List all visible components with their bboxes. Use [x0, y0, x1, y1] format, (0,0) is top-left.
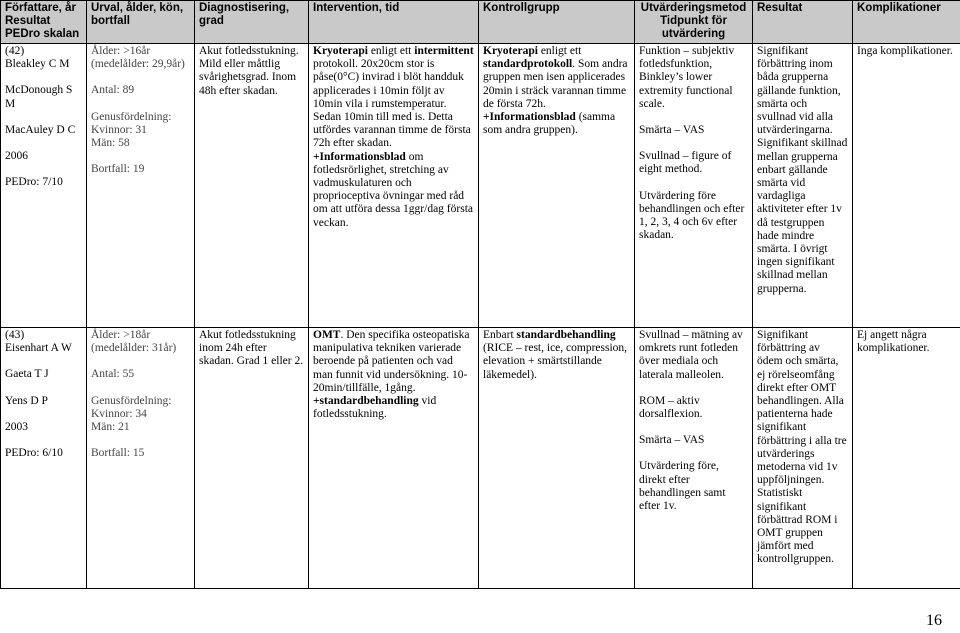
evaluation-cell: Svullnad – mätning av omkrets runt fotleden över mediala och laterala malleolen. ROM – aktiv dorsalflexion. Smärta – VAS Utvärdering före, direkt efter behandlingen samt efter 1v. [635, 328, 753, 589]
sample-cell: Ålder: >18år (medelålder: 31år) Antal: 55 Genusfördelning: Kvinnor: 34 Män: 21 Bortfall: 15 [87, 328, 195, 589]
header-intervention: Intervention, tid [309, 1, 479, 44]
diagnosis-cell: Akut fotledsstukning. Mild eller måttlig svårighetsgrad. Inom 48h efter skadan. [195, 44, 309, 328]
complications-cell: Ej angett några komplikationer. [853, 328, 960, 589]
intervention-cell: Kryoterapi enligt ett intermittent protokoll. 20x20cm stor is påse(0°C) invirad i blöt handduk applicerades i 10min följt av 10min vila i rumstemperatur. Sedan 10min till med is. Detta utfördes varannan timme de första 72h efter skadan. +Informationsblad om fotledsrörlighet, stretching av vadmuskulaturen och proprioceptiva övningar med råd om att utföra dessa 1ggr/dag första veckan. [309, 44, 479, 328]
header-author: Författare, år Resultat PEDro skalan [1, 1, 87, 44]
header-row [1, 1, 960, 44]
header-sample: Urval, ålder, kön, bortfall [87, 1, 195, 44]
header-evaluation: Utvärderingsmetod Tidpunkt för utvärdering [635, 1, 753, 44]
control-cell: Enbart standardbehandling (RICE – rest, ice, compression, elevation + smärtstillande läkemedel). [479, 328, 635, 589]
header-complications: Komplikationer [853, 1, 960, 44]
page-number: 16 [926, 612, 942, 629]
control-cell: Kryoterapi enligt ett standardprotokoll. Som andra gruppen men isen applicerades 20min i sträck varannan timme de första 72h. +Informationsblad (samma som andra gruppen). [479, 44, 635, 328]
header-diagnosis: Diagnostisering, grad [195, 1, 309, 44]
intervention-cell: OMT. Den specifika osteopatiska manipulativa tekniken varierade beroende på patienten och vad man funnit vid undersökning. 10-20min/tillfälle, 1gång. +standardbehandling vid fotledsstukning. [309, 328, 479, 589]
header-outcome: Resultat [753, 1, 853, 44]
table-row [1, 328, 960, 589]
result-cell: Signifikant förbättring inom båda grupperna gällande funktion, smärta och svullnad vid alla utvärderingarna. Signifikant skillnad mellan grupperna enbart gällande smärta vid vardagliga aktiviteter efter 1v då testgruppen hade mindre smärta. I övrigt ingen signifikant skillnad mellan grupperna. [753, 44, 853, 328]
sample-cell: Ålder: >16år (medelålder: 29,9år) Antal: 89 Genusfördelning: Kvinnor: 31 Män: 58 Bortfall: 19 [87, 44, 195, 328]
complications-cell: Inga komplikationer. [853, 44, 960, 328]
diagnosis-cell: Akut fotledsstukning inom 24h efter skadan. Grad 1 eller 2. [195, 328, 309, 589]
header-control: Kontrollgrupp [479, 1, 635, 44]
author-cell: (43) Eisenhart A W Gaeta T J Yens D P 2003 PEDro: 6/10 [1, 328, 87, 589]
author-cell: (42) Bleakley C M McDonough S M MacAuley D C 2006 PEDro: 7/10 [1, 44, 87, 328]
table-row [1, 44, 960, 328]
evaluation-cell: Funktion – subjektiv fotledsfunktion, Binkley’s lower extremity functional scale. Smärta – VAS Svullnad – figure of eight method. Utvärdering före behandlingen och efter 1, 2, 3, 4 och 6v efter skadan. [635, 44, 753, 328]
result-cell: Signifikant förbättring av ödem och smärta, ej rörelseomfång direkt efter OMT behandlingen. Alla patienterna hade signifikant förbättring i alla tre utvärderings metoderna vid 1v uppföljningen. Statistiskt signifikant förbättrad ROM i OMT gruppen jämfört med kontrollgruppen. [753, 328, 853, 589]
